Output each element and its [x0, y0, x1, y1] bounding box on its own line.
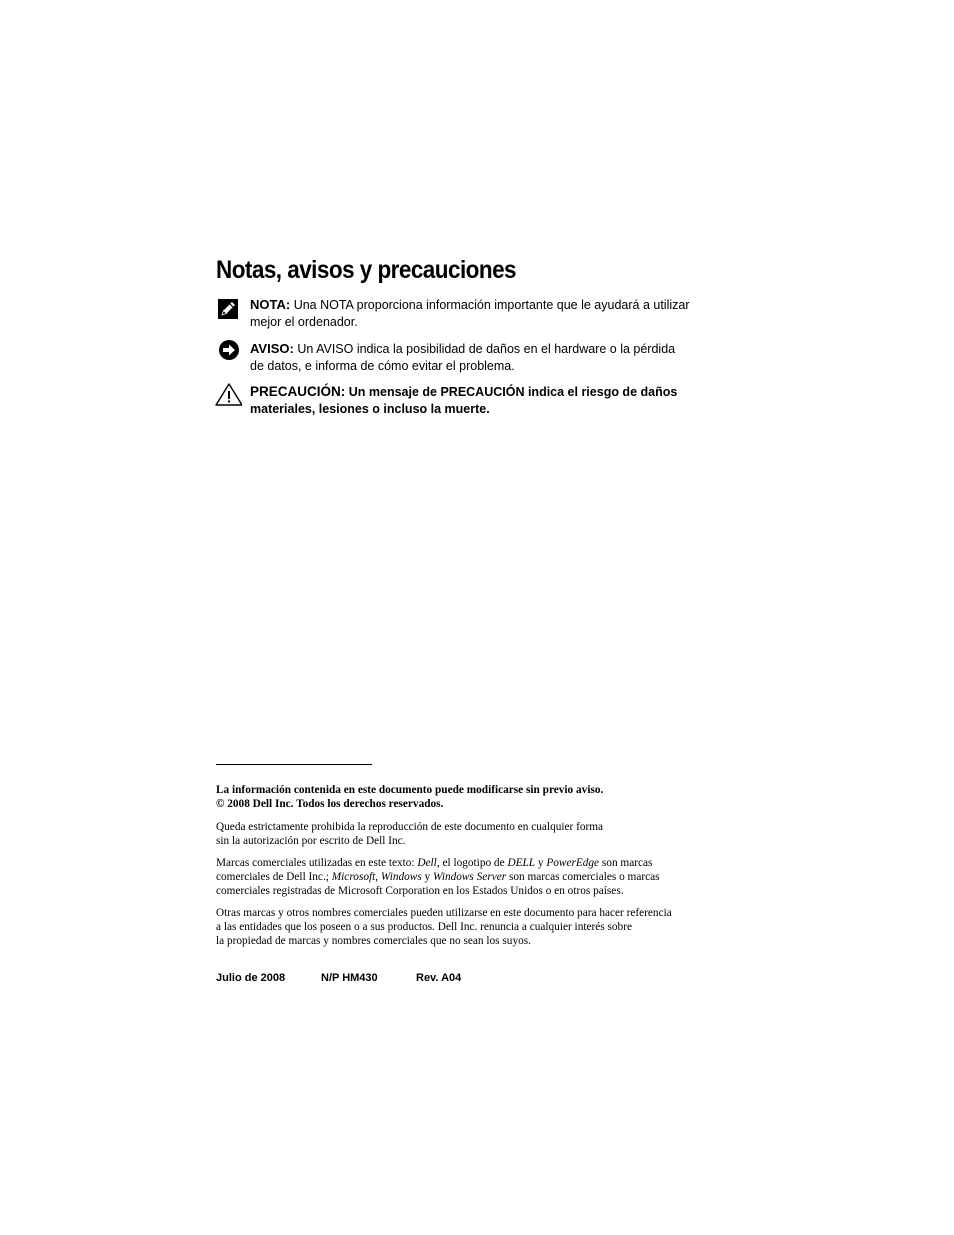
- note-text-line2: mejor el ordenador.: [250, 315, 358, 329]
- trademarks-text: ,: [375, 871, 381, 883]
- reproduction-line2: sin la autorización por escrito de Dell Inc.: [216, 835, 406, 847]
- footer-part-number: N/P HM430: [321, 972, 378, 984]
- pencil-note-icon: [214, 296, 240, 322]
- caution-label: PRECAUCIÓN:: [250, 384, 346, 399]
- trademarks-text: son marcas: [599, 857, 653, 869]
- caution-notice: [214, 383, 714, 418]
- legal-notice-line1: La información contenida en este documento puede modificarse sin previo aviso.: [216, 784, 604, 796]
- footnote-divider: [216, 764, 372, 765]
- trademarks-notice: [216, 856, 736, 898]
- trademarks-text: comerciales de Dell Inc.;: [216, 871, 332, 883]
- footer-date: Julio de 2008: [216, 972, 286, 984]
- warning-triangle-icon: [214, 383, 240, 409]
- trademark-microsoft: Microsoft: [331, 871, 376, 883]
- trademarks-text: y: [421, 871, 434, 883]
- aviso-notice: [214, 340, 714, 375]
- arrow-circle-icon: [214, 340, 240, 366]
- trademark-dell-logo: DELL: [507, 857, 536, 869]
- trademark-poweredge: PowerEdge: [546, 857, 600, 869]
- reproduction-notice: [216, 820, 736, 848]
- aviso-text-line2: de datos, e informa de cómo evitar el problema.: [250, 359, 515, 373]
- other-line2: a las entidades que los poseen o a sus productos. Dell Inc. renuncia a cualquier interés sobre: [216, 921, 632, 933]
- note-text-line1: Una NOTA proporciona información importante que le ayudará a utilizar: [293, 298, 690, 312]
- note-label: NOTA:: [250, 297, 291, 312]
- trademarks-text: , el logotipo de: [436, 857, 508, 869]
- caution-text-line2: materiales, lesiones o incluso la muerte.: [250, 402, 490, 416]
- aviso-text-line1: Un AVISO indica la posibilidad de daños en el hardware o la pérdida: [297, 342, 676, 356]
- trademarks-line3: comerciales registradas de Microsoft Corporation en los Estados Unidos o en otros países.: [216, 885, 624, 897]
- other-line1: Otras marcas y otros nombres comerciales pueden utilizarse en este documento para hacer referencia: [216, 907, 672, 919]
- trademarks-text: son marcas comerciales o marcas: [506, 871, 660, 883]
- trademarks-text: y: [535, 857, 547, 869]
- trademark-windows: Windows: [380, 871, 422, 883]
- aviso-label: AVISO:: [250, 341, 294, 356]
- footer-revision: Rev. A04: [416, 972, 462, 984]
- trademark-windows-server: Windows Server: [433, 871, 507, 883]
- other-line3: la propiedad de marcas y nombres comerciales que no sean los suyos.: [216, 935, 531, 947]
- trademarks-line2: [216, 870, 736, 884]
- legal-notice: [216, 783, 736, 811]
- trademark-dell: Dell: [417, 857, 437, 869]
- note-notice: [214, 296, 714, 331]
- copyright-line: © 2008 Dell Inc. Todos los derechos reservados.: [216, 798, 444, 810]
- trademarks-text: Marcas comerciales utilizadas en este texto:: [216, 857, 418, 869]
- caution-text-line1: Un mensaje de PRECAUCIÓN indica el riesgo de daños: [348, 385, 678, 399]
- other-trademarks-notice: [216, 906, 736, 948]
- trademarks-line1: [216, 856, 736, 870]
- page-title: Notas, avisos y precauciones: [216, 256, 517, 284]
- reproduction-line1: Queda estrictamente prohibida la reproducción de este documento en cualquier forma: [216, 821, 604, 833]
